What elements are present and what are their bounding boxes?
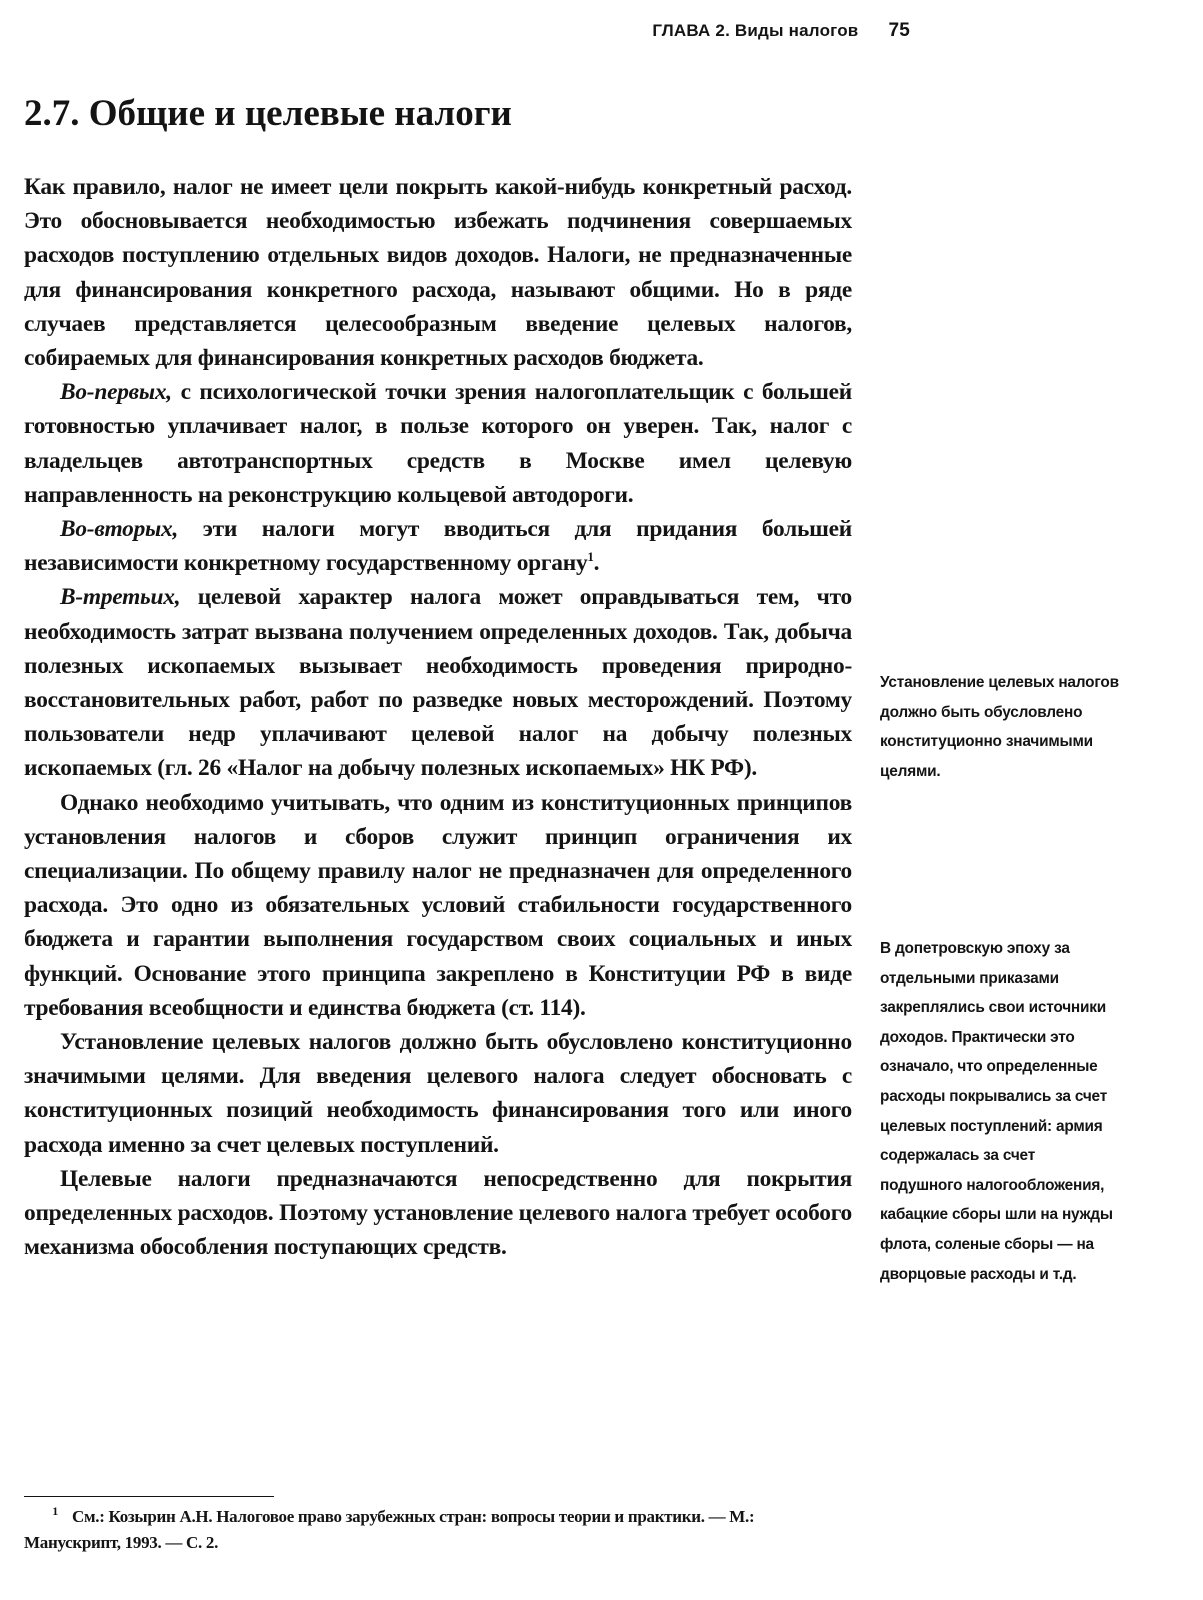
paragraph-2-lead: Во-первых,: [60, 379, 172, 406]
paragraph-5: Однако необходимо учитывать, что одним из конституционных принципов установления налогов и сборов служит принцип ограничения их специализации. По общему правилу налог не предназначен для определенного расхода. Это одно из обязательных условий стабильности государственного бюджета и гарантии выполнения государством своих социальных и иных функций. Основание этого принципа закреплено в Конституции РФ в виде требования всеобщности и единства бюджета (ст. 114).: [24, 789, 852, 1021]
running-header: [620, 20, 910, 42]
footnote-text: См.: Козырин А.Н. Налоговое право зарубежных стран: вопросы теории и практики. — М.: Манускрипт, 1993. — С. 2.: [24, 1507, 755, 1552]
footnote: 1 См.: Козырин А.Н. Налоговое право зарубежных стран: вопросы теории и практики. — М.: Манускрипт, 1993. — С. 2.: [24, 1504, 755, 1552]
paragraph-2: [24, 375, 852, 512]
paragraph-3-end: .: [593, 550, 600, 577]
paragraph-7: Целевые налоги предназначаются непосредственно для покрытия определенных расходов. Поэтому установление целевого налога требует особого механизма обособления поступающих средств.: [24, 1165, 852, 1261]
paragraph-4-text: целевой характер налога может оправдываться тем, что необходимость затрат вызвана получением определенных доходов. Так, добыча полезных ископаемых вызывает необходимость проведения природно-восстановительных работ, работ по разведке новых месторождений. Поэтому пользователи недр уплачивают целевой налог на добычу полезных ископаемых (гл. 26 «Налог на добычу полезных ископаемых» НК РФ).: [24, 584, 852, 782]
footnote-divider: [24, 1496, 274, 1497]
paragraph-4: [24, 580, 852, 785]
paragraph-3-text: эти налоги могут вводиться для придания большей независимости конкретному государственному органу: [24, 516, 852, 577]
chapter-title: ГЛАВА 2. Виды налогов: [652, 21, 859, 40]
paragraph-1: Как правило, налог не имеет цели покрыть какой-нибудь конкретный расход. Это обосновывается необходимостью избежать подчинения совершаемых расходов поступлению отдельных видов доходов. Налоги, не предназначенные для финансирования конкретного расхода, называют общими. Но в ряде случаев представляется целесообразным введение целевых налогов, собираемых для финансирования конкретных расходов бюджета.: [24, 174, 852, 372]
paragraph-2-text: с психологической точки зрения налогоплательщик с большей готовностью уплачивает налог, в пользе которого он уверен. Так, налог с владельцев автотранспортных средств в Москве имел целевую направленность на реконструкцию кольцевой автодороги.: [24, 379, 852, 508]
page-number: 75: [888, 20, 910, 41]
paragraph-3: [24, 512, 852, 580]
footnote-ref[interactable]: 1: [587, 549, 594, 565]
paragraph-6: Установление целевых налогов должно быть обусловлено конституционно значимыми целями. Для введения целевого налога следует обосновать с конституционных позиций необходимость финансирования того или иного расхода именно за счет целевых поступлений.: [24, 1029, 852, 1158]
margin-note-2: В допетровскую эпоху за отдельными приказами закреплялись свои источники доходов. Практически это означало, что определенные расходы покрывались за счет целевых поступлений: армия содержалась за счет подушного налогообложения, кабацкие сборы шли на нужды флота, соленые сборы — на дворцовые расходы и т.д.: [880, 940, 1113, 1283]
paragraph-3-lead: Во-вторых,: [60, 516, 179, 543]
section-title: 2.7. Общие и целевые налоги: [24, 93, 512, 134]
main-text: [24, 170, 852, 1265]
margin-note-1: Установление целевых налогов должно быть обусловлено конституционно значимыми целями.: [880, 674, 1119, 780]
paragraph-4-lead: В-третьих,: [60, 584, 181, 611]
